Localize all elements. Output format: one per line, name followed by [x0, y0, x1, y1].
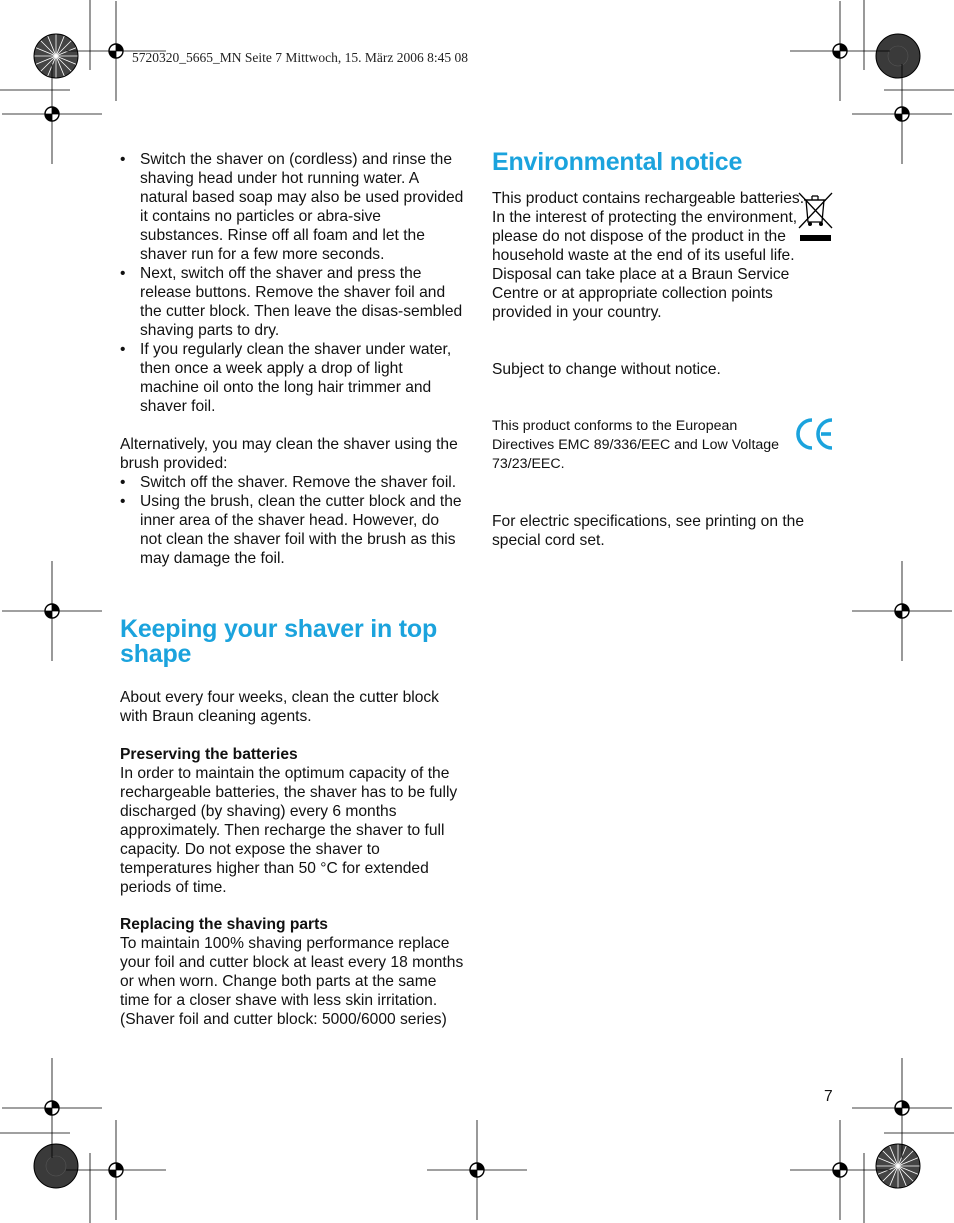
- bullet-item: • Switch off the shaver. Remove the shaver foil.: [120, 473, 465, 492]
- top-shape-text: About every four weeks, clean the cutter block with Braun cleaning agents.: [120, 689, 439, 725]
- brush-intro-text: Alternatively, you may clean the shaver using the brush provided:: [120, 436, 458, 472]
- batteries-heading: Preserving the batteries: [120, 746, 298, 763]
- bullet-item: • If you regularly clean the shaver under water, then once a week apply a drop of light machine oil onto the long hair trimmer and shaver foil.: [120, 340, 465, 416]
- print-header-line: 5720320_5665_MN Seite 7 Mittwoch, 15. März 2006 8:45 08: [132, 50, 468, 65]
- bullet-item: • Next, switch off the shaver and press the release buttons. Remove the shaver foil and the cutter block. Then leave the disas-sembled shaving parts to dry.: [120, 264, 465, 340]
- conformity-text: This product conforms to the European Directives EMC 89/336/EEC and Low Voltage 73/23/EEC.: [492, 418, 780, 472]
- batteries-text: In order to maintain the optimum capacity of the rechargeable batteries, the shaver has to be fully discharged (by shaving) every 6 months approximately. Then recharge the shaver to full capacity. Do not expose the shaver to temperatures higher than 50 °C for extended periods of time.: [120, 765, 458, 896]
- page-number: 7: [824, 1088, 833, 1105]
- electric-specs-text: For electric specifications, see printing on the special cord set.: [492, 513, 805, 549]
- replacing-note: (Shaver foil and cutter block: 5000/6000 series): [120, 1011, 447, 1028]
- ce-mark-icon: [795, 415, 835, 453]
- bullet-item: • Switch the shaver on (cordless) and rinse the shaving head under hot running water. A natural based soap may also be used provided it contains no particles or abra-sive substances. Rinse off all foam and let the shaver run for a few more seconds.: [120, 150, 465, 264]
- crossed-out-wheelie-bin-icon: [798, 190, 834, 242]
- subject-to-change-text: Subject to change without notice.: [492, 361, 721, 378]
- brush-bullet-list: [120, 473, 465, 568]
- rinse-bullet-list: [120, 150, 465, 416]
- environmental-heading: Environmental notice: [492, 148, 743, 176]
- replacing-heading: Replacing the shaving parts: [120, 916, 328, 933]
- left-column: [120, 150, 465, 1029]
- bullet-item: • Using the brush, clean the cutter block and the inner area of the shaver head. However, do not clean the shaver foil with the brush as this may damage the foil.: [120, 492, 465, 568]
- top-shape-heading: Keeping your shaver in top shape: [120, 615, 438, 668]
- right-column: [492, 150, 837, 550]
- replacing-text: To maintain 100% shaving performance replace your foil and cutter block at least every 18 months or when worn. Change both parts at the same time for a closer shave with less skin irritation.: [120, 935, 464, 1009]
- environmental-text: This product contains rechargeable batteries. In the interest of protecting the environment, please do not dispose of the product in the household waste at the end of its useful life. Disposal can take place at a Braun Service Centre or at appropriate collection points provided in your country.: [492, 190, 805, 321]
